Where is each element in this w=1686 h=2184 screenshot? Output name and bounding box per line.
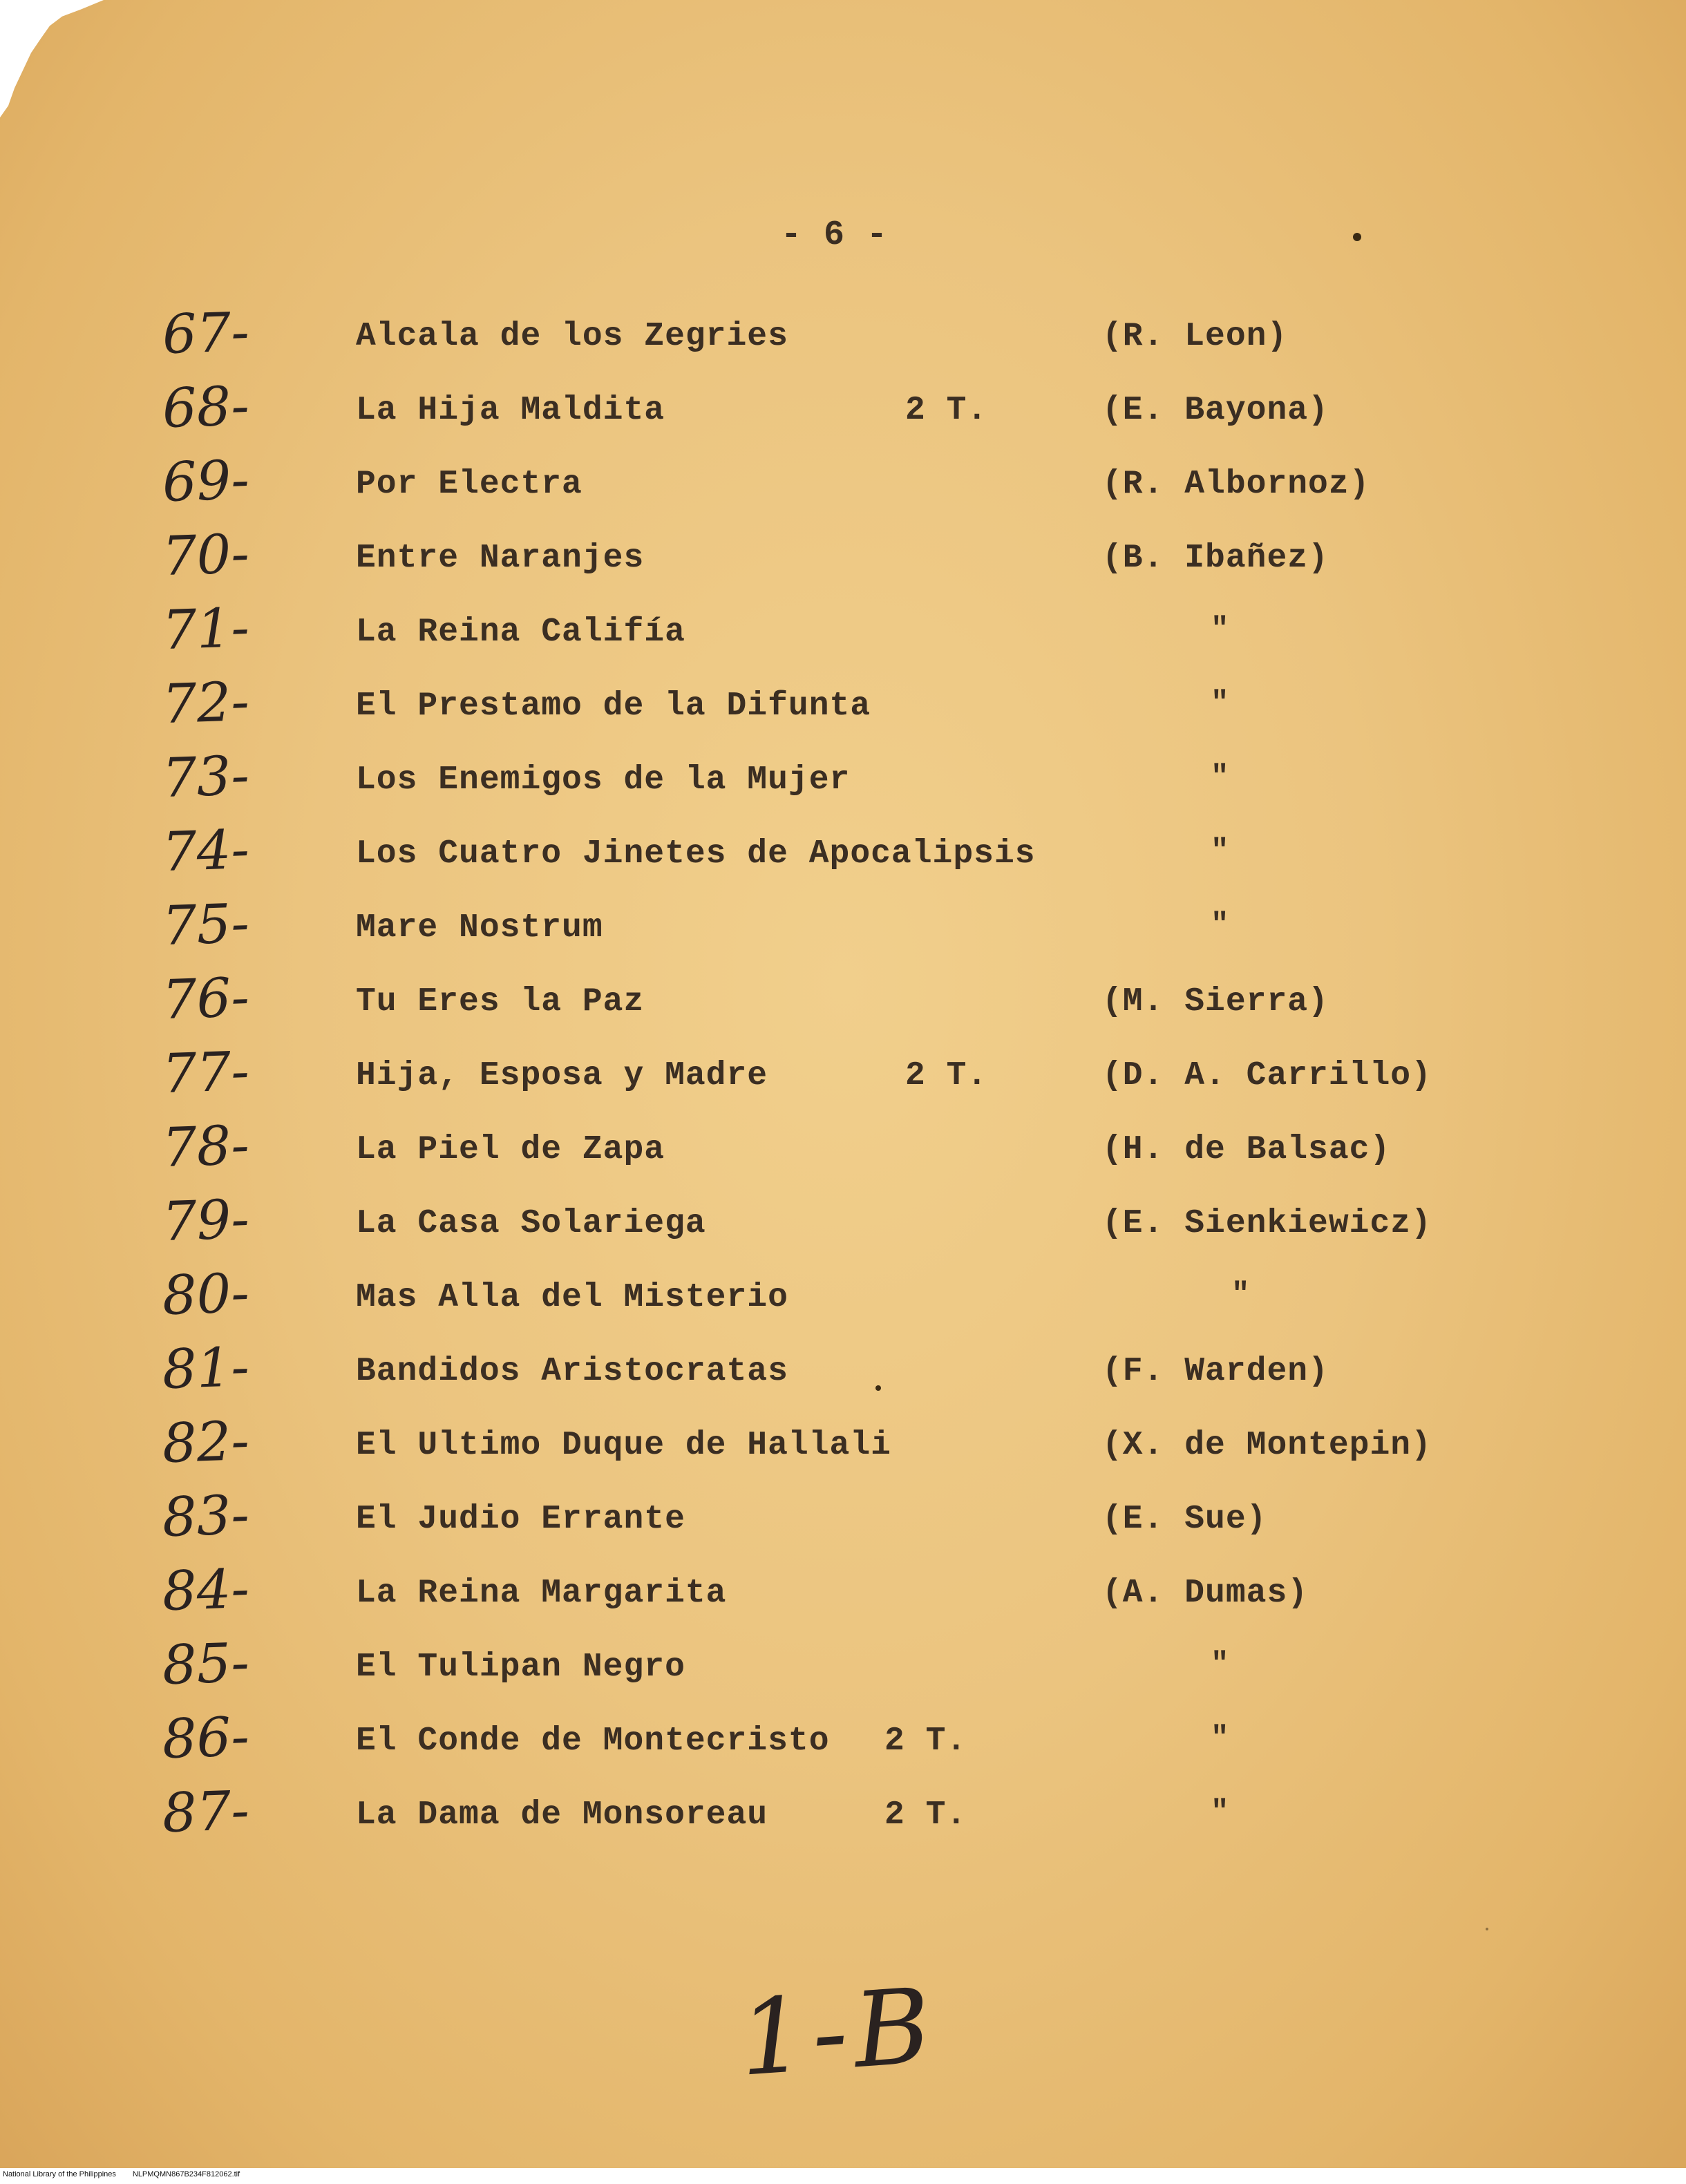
list-item bbox=[0, 892, 1686, 978]
handwritten-annotation: 1-B bbox=[735, 1966, 942, 2100]
list-item bbox=[0, 1040, 1686, 1126]
ditto-mark: " bbox=[1211, 1721, 1230, 1756]
list-item bbox=[0, 818, 1686, 904]
book-title: Alcala de los Zegries bbox=[356, 318, 788, 355]
list-item bbox=[0, 301, 1686, 387]
ditto-mark: " bbox=[1211, 1647, 1230, 1682]
ditto-mark: " bbox=[1211, 908, 1230, 942]
book-title: Por Electra bbox=[356, 466, 582, 503]
book-author: (A. Dumas) bbox=[1102, 1575, 1309, 1612]
list-item bbox=[0, 1188, 1686, 1274]
list-item bbox=[0, 1779, 1686, 1865]
volume-count: 2 T. bbox=[905, 392, 988, 429]
ditto-mark: " bbox=[1211, 760, 1230, 795]
book-title: Los Enemigos de la Mujer bbox=[356, 761, 851, 799]
scan-footer bbox=[0, 2168, 1686, 2184]
handwritten-number: 80- bbox=[161, 1262, 251, 1328]
book-title: La Hija Maldita bbox=[356, 392, 665, 429]
list-item bbox=[0, 448, 1686, 535]
footer-file-id: NLPMQMN867B234F812062.tif bbox=[132, 2170, 240, 2178]
book-author: (E. Sue) bbox=[1102, 1501, 1267, 1538]
handwritten-number: 85- bbox=[161, 1631, 251, 1698]
handwritten-number: 84- bbox=[161, 1557, 251, 1624]
book-title: El Judio Errante bbox=[356, 1501, 685, 1538]
handwritten-number: 71- bbox=[161, 596, 251, 663]
handwritten-number: 68- bbox=[161, 374, 251, 441]
footer-institution: National Library of the Philippines bbox=[3, 2170, 116, 2178]
book-title: La Reina Margarita bbox=[356, 1575, 727, 1612]
ditto-mark: " bbox=[1211, 1795, 1230, 1830]
list-item bbox=[0, 1705, 1686, 1792]
handwritten-number: 83- bbox=[161, 1483, 251, 1550]
handwritten-number: 74- bbox=[161, 818, 251, 884]
book-title: Bandidos Aristocratas bbox=[356, 1353, 788, 1390]
book-author: (R. Albornoz) bbox=[1102, 466, 1370, 503]
list-item bbox=[0, 966, 1686, 1052]
list-item bbox=[0, 670, 1686, 757]
book-title: La Dama de Monsoreau bbox=[356, 1796, 768, 1834]
list-item bbox=[0, 1631, 1686, 1718]
handwritten-number: 77- bbox=[161, 1040, 251, 1106]
ditto-mark: " bbox=[1231, 1278, 1251, 1312]
book-title: El Tulipan Negro bbox=[356, 1649, 685, 1686]
book-author: (H. de Balsac) bbox=[1102, 1131, 1391, 1168]
list-item bbox=[0, 1483, 1686, 1570]
book-author: (D. A. Carrillo) bbox=[1102, 1057, 1432, 1094]
list-item bbox=[0, 1262, 1686, 1348]
book-title: El Prestamo de la Difunta bbox=[356, 687, 871, 725]
handwritten-number: 67- bbox=[161, 301, 251, 367]
handwritten-number: 72- bbox=[161, 670, 251, 737]
book-title: Mare Nostrum bbox=[356, 909, 603, 947]
book-author: (X. de Montepin) bbox=[1102, 1427, 1432, 1464]
list-item bbox=[0, 1336, 1686, 1422]
book-title: Tu Eres la Paz bbox=[356, 983, 645, 1020]
list-item bbox=[0, 1557, 1686, 1644]
ink-speck bbox=[1353, 233, 1361, 241]
handwritten-number: 75- bbox=[161, 892, 251, 958]
volume-count: 2 T. bbox=[905, 1057, 988, 1094]
list-item bbox=[0, 522, 1686, 609]
handwritten-number: 86- bbox=[161, 1705, 251, 1772]
volume-count: 2 T. bbox=[884, 1722, 967, 1760]
scan-footer-text bbox=[3, 2170, 240, 2178]
book-author: (F. Warden) bbox=[1102, 1353, 1329, 1390]
handwritten-number: 79- bbox=[161, 1188, 251, 1254]
book-title: Entre Naranjes bbox=[356, 540, 645, 577]
book-author: (E. Sienkiewicz) bbox=[1102, 1205, 1432, 1242]
book-title: El Conde de Montecristo bbox=[356, 1722, 830, 1760]
book-author: (B. Ibañez) bbox=[1102, 540, 1329, 577]
book-author: (E. Bayona) bbox=[1102, 392, 1329, 429]
torn-corner bbox=[0, 0, 104, 117]
book-title: El Ultimo Duque de Hallali bbox=[356, 1427, 891, 1464]
list-item bbox=[0, 1114, 1686, 1200]
handwritten-number: 78- bbox=[161, 1114, 251, 1180]
handwritten-number: 73- bbox=[161, 744, 251, 810]
list-item bbox=[0, 374, 1686, 461]
book-title: Los Cuatro Jinetes de Apocalipsis bbox=[356, 835, 1036, 873]
book-title: La Reina Califía bbox=[356, 614, 685, 651]
list-item bbox=[0, 1409, 1686, 1496]
list-item bbox=[0, 596, 1686, 683]
handwritten-number: 70- bbox=[161, 522, 251, 589]
handwritten-number: 69- bbox=[161, 448, 251, 515]
handwritten-number: 81- bbox=[161, 1336, 251, 1402]
page-number: - 6 - bbox=[781, 216, 889, 255]
book-title: Hija, Esposa y Madre bbox=[356, 1057, 768, 1094]
book-title: La Casa Solariega bbox=[356, 1205, 706, 1242]
handwritten-number: 82- bbox=[161, 1409, 251, 1476]
ditto-mark: " bbox=[1211, 686, 1230, 721]
book-title: Mas Alla del Misterio bbox=[356, 1279, 788, 1316]
handwritten-number: 76- bbox=[161, 966, 251, 1032]
ditto-mark: " bbox=[1211, 834, 1230, 868]
book-title: La Piel de Zapa bbox=[356, 1131, 665, 1168]
book-author: (M. Sierra) bbox=[1102, 983, 1329, 1020]
ditto-mark: " bbox=[1211, 612, 1230, 647]
volume-count: 2 T. bbox=[884, 1796, 967, 1834]
list-item bbox=[0, 744, 1686, 830]
handwritten-number: 87- bbox=[161, 1779, 251, 1845]
ink-speck bbox=[1486, 1928, 1488, 1930]
book-author: (R. Leon) bbox=[1102, 318, 1288, 355]
